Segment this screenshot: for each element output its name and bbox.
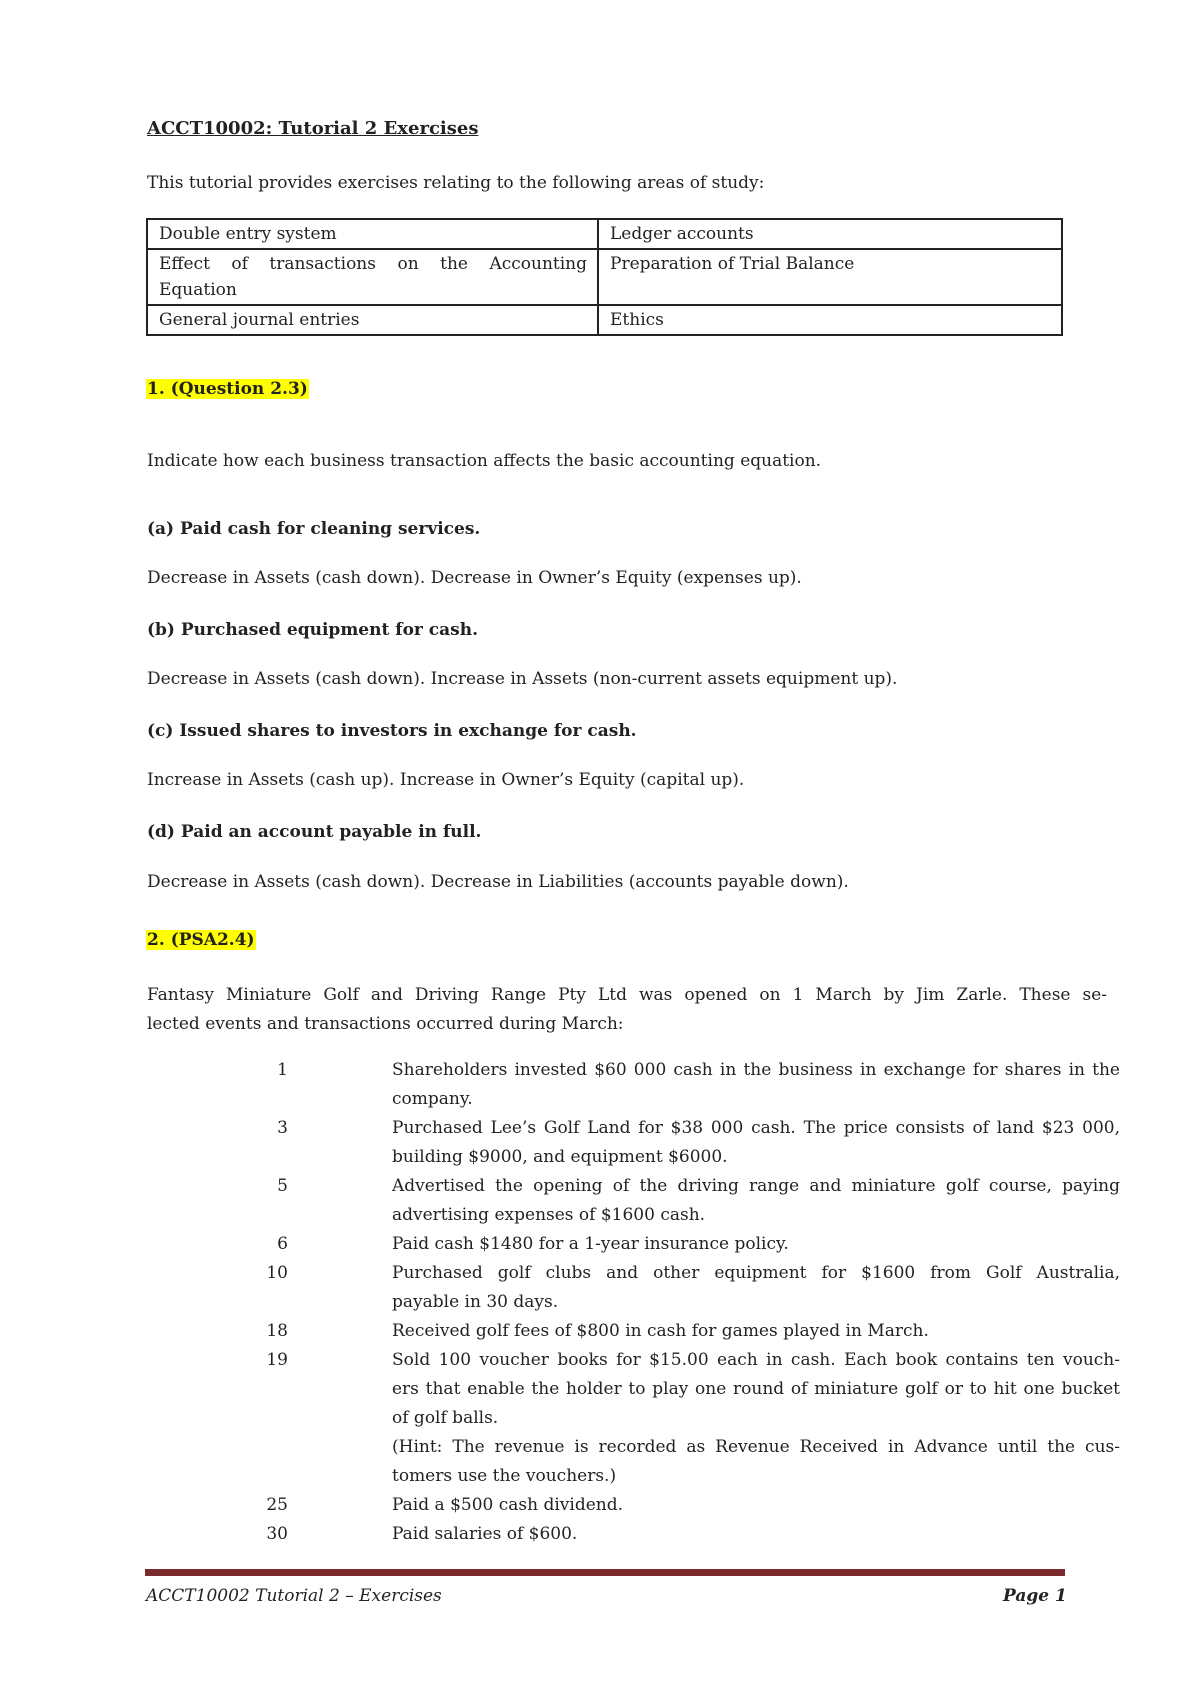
event-day: 3 bbox=[277, 1118, 288, 1138]
list-item bbox=[200, 1230, 1120, 1259]
page-number: Page 1 bbox=[1003, 1586, 1067, 1606]
highlighted-heading: 2. (PSA2.4) bbox=[147, 930, 255, 950]
paragraph-line: Fantasy Miniature Golf and Driving Range Pty Ltd was opened on 1 March by Jim Zarle. These se- bbox=[147, 985, 1107, 1005]
footer-rule bbox=[145, 1569, 1065, 1576]
event-description-line: Paid salaries of $600. bbox=[392, 1524, 578, 1544]
section-1-instruction: Indicate how each business transaction affects the basic accounting equation. bbox=[147, 451, 822, 471]
question-a: (a) Paid cash for cleaning services. bbox=[147, 519, 481, 539]
event-description bbox=[392, 1520, 1120, 1549]
question-d: (d) Paid an account payable in full. bbox=[147, 822, 482, 842]
list-item bbox=[200, 1346, 1120, 1491]
table-cell: Double entry system bbox=[147, 219, 598, 249]
list-item bbox=[200, 1491, 1120, 1520]
event-description-line: (Hint: The revenue is recorded as Revenue Received in Advance until the cus- bbox=[392, 1437, 1120, 1457]
list-item bbox=[200, 1172, 1120, 1230]
event-description-line: tomers use the vouchers.) bbox=[392, 1466, 617, 1486]
event-day: 18 bbox=[266, 1321, 288, 1341]
topics-table bbox=[146, 218, 1063, 336]
event-description-line: advertising expenses of $1600 cash. bbox=[392, 1205, 706, 1225]
table-cell: Preparation of Trial Balance bbox=[598, 249, 1062, 305]
answer-d: Decrease in Assets (cash down). Decrease in Liabilities (accounts payable down). bbox=[147, 872, 849, 892]
question-c: (c) Issued shares to investors in exchange for cash. bbox=[147, 721, 637, 741]
list-item bbox=[200, 1259, 1120, 1317]
intro-text: This tutorial provides exercises relating to the following areas of study: bbox=[147, 173, 765, 193]
paragraph-line: lected events and transactions occurred during March: bbox=[147, 1014, 624, 1034]
event-description-line: Received golf fees of $800 in cash for games played in March. bbox=[392, 1321, 929, 1341]
events-list bbox=[200, 1056, 1120, 1549]
event-description bbox=[392, 1317, 1120, 1346]
list-item bbox=[200, 1317, 1120, 1346]
event-description-line: Advertised the opening of the driving range and miniature golf course, paying bbox=[392, 1176, 1120, 1196]
answer-b: Decrease in Assets (cash down). Increase in Assets (non-current assets equipment up). bbox=[147, 669, 898, 689]
event-description bbox=[392, 1230, 1120, 1259]
event-day: 1 bbox=[277, 1060, 288, 1080]
event-description-line: Sold 100 voucher books for $15.00 each in cash. Each book contains ten vouch- bbox=[392, 1350, 1120, 1370]
event-description bbox=[392, 1259, 1120, 1317]
event-description bbox=[392, 1114, 1120, 1172]
event-description-line: Paid a $500 cash dividend. bbox=[392, 1495, 624, 1515]
event-description-line: company. bbox=[392, 1089, 473, 1109]
event-day: 30 bbox=[266, 1524, 288, 1544]
event-description bbox=[392, 1056, 1120, 1114]
table-cell-line: Equation bbox=[159, 280, 237, 300]
table-row bbox=[147, 249, 1062, 305]
table-cell-line: Effect of transactions on the Accounting bbox=[159, 254, 587, 274]
table-row bbox=[147, 219, 1062, 249]
event-description bbox=[392, 1172, 1120, 1230]
answer-c: Increase in Assets (cash up). Increase in Owner’s Equity (capital up). bbox=[147, 770, 745, 790]
answer-a: Decrease in Assets (cash down). Decrease in Owner’s Equity (expenses up). bbox=[147, 568, 802, 588]
event-description bbox=[392, 1491, 1120, 1520]
list-item bbox=[200, 1056, 1120, 1114]
event-description-line: building $9000, and equipment $6000. bbox=[392, 1147, 728, 1167]
section-2-heading bbox=[146, 930, 256, 950]
event-day: 25 bbox=[266, 1495, 288, 1515]
event-description-line: Purchased Lee’s Golf Land for $38 000 cash. The price consists of land $23 000, bbox=[392, 1118, 1120, 1138]
table-cell: General journal entries bbox=[147, 305, 598, 335]
table-cell: Ethics bbox=[598, 305, 1062, 335]
event-description-line: Shareholders invested $60 000 cash in the business in exchange for shares in the bbox=[392, 1060, 1120, 1080]
highlighted-heading: 1. (Question 2.3) bbox=[147, 379, 308, 399]
list-item bbox=[200, 1114, 1120, 1172]
question-b: (b) Purchased equipment for cash. bbox=[147, 620, 478, 640]
footer-title: ACCT10002 Tutorial 2 – Exercises bbox=[146, 1586, 442, 1606]
event-description-line: Paid cash $1480 for a 1-year insurance policy. bbox=[392, 1234, 789, 1254]
event-description-line: ers that enable the holder to play one round of miniature golf or to hit one bucket bbox=[392, 1379, 1120, 1399]
event-description-line: of golf balls. bbox=[392, 1408, 499, 1428]
table-cell bbox=[147, 249, 598, 305]
table-row bbox=[147, 305, 1062, 335]
event-day: 10 bbox=[266, 1263, 288, 1283]
section-1-heading bbox=[146, 379, 309, 399]
event-description-line: Purchased golf clubs and other equipment for $1600 from Golf Australia, bbox=[392, 1263, 1120, 1283]
list-item bbox=[200, 1520, 1120, 1549]
table-cell: Ledger accounts bbox=[598, 219, 1062, 249]
event-day: 6 bbox=[277, 1234, 288, 1254]
document-title: ACCT10002: Tutorial 2 Exercises bbox=[147, 118, 479, 139]
event-day: 5 bbox=[277, 1176, 288, 1196]
event-description-line: payable in 30 days. bbox=[392, 1292, 559, 1312]
event-day: 19 bbox=[266, 1350, 288, 1370]
section-2-paragraph bbox=[147, 981, 1107, 1039]
event-description bbox=[392, 1346, 1120, 1491]
